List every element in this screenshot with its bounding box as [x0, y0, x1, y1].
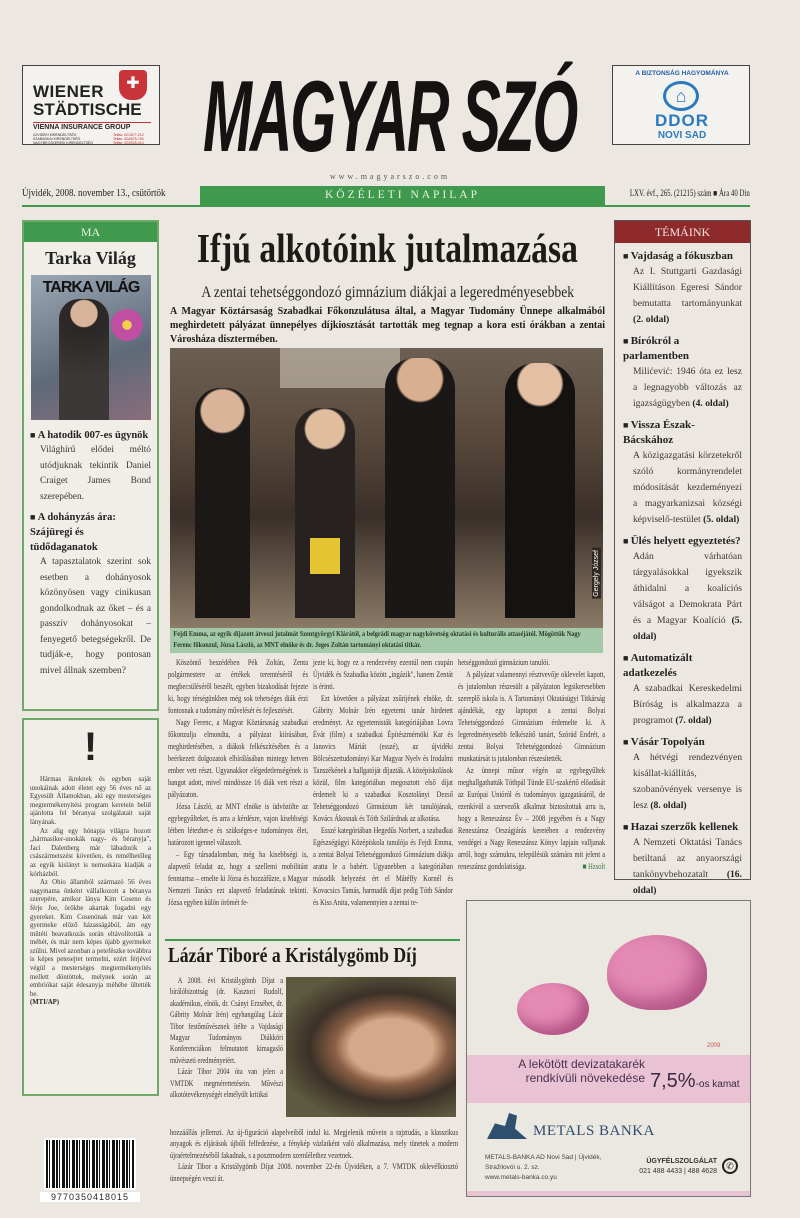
person-figure — [505, 363, 575, 618]
topic-text — [623, 364, 742, 412]
notice-paragraph: Hármas ikreknek és egyben saját unokáinak adott életet egy 56 éves nő az Egyesült Államokban, aki egy mesterséges megtermékenyítési program keretein belül ajánlotta fel béranyai szolgálatait saját lányának. — [30, 776, 151, 826]
topic-item[interactable] — [623, 534, 742, 645]
small-piggy-bank-image — [517, 983, 589, 1035]
main-photo[interactable] — [170, 348, 603, 628]
person-figure — [295, 408, 355, 618]
article-paragraph: Ezt követően a pályázat zsűrijének elnöke, dr. Gábrity Molnár Irén egyetemi tanár hirdetett eredményt. Az egyetemisták kategóriájában Lovra Évát (film) a szabadkai Építészmérnöki Kar és Janovics Máriát (esszé), az újvidéki Bölcsészettudományi Kar Magyar Nyelv és Irodalmi Tanszékének a hallgatóját díjazták. A középiskolások közül, film kategóriában megosztott első díjat érdemelt ki a szabadkai Kosztolányi Dezső Tehetséggondozó Gimnázium két tanulójának, Kovács Ákosnak és Tóth Szilárdnak az alkotása. — [313, 694, 453, 823]
topic-text — [623, 681, 742, 729]
topic-summary: Az I. Stuttgarti Gazdasági Kiállításon Egeresi Sándor bemutatta tartományunkat — [633, 266, 742, 309]
article-paragraph: A pályázat valamennyi résztvevője oklevelet kapott, és jutalomban részesült a pályázaton legsikeresebben szereplő iskola is. A Tartományi Oktatásügyi Titkárság ajándékát, egy laptopot a zentai Bolyai Tehetséggondozó Gimnázium érdemelte ki. A legeredményesebb felkészítő tanárt, Szórád Endrét, a zentai Bolyai Tehetséggondozó Gimnázium munkatársát is jutalomban részesítették. — [458, 670, 606, 763]
article-paragraph: hetséggondozó gimnázium tanulói. — [458, 658, 550, 667]
topic-page-ref[interactable]: (2. oldal) — [633, 314, 670, 325]
tagline-band — [200, 186, 605, 205]
issue-date: Újvidék, 2008. november 13., csütörtök — [22, 188, 166, 199]
wiener-staedtische-ad[interactable] — [22, 65, 160, 145]
topic-summary: A hétvégi rendezvényen kisállat-kiállítás, szobanövények versenye is lesz — [633, 752, 742, 811]
news-notice-box — [22, 718, 159, 1096]
barcode-number: 9770350418015 — [40, 1192, 140, 1202]
left-item-text: A tapasztalatok szerint sok esetben a dohányosok közönyösen vagy cinikusan gondolkodnak az őket – és a passzív dohányosokat – fenyegető betegségekről. De tudják-e, hogy pontosan mivel állnak szemben? — [40, 557, 151, 676]
topic-summary: A közigazgatási körzetekről szóló kormányrendelet módosítását kezdeményezi a magyarkanizsai községi képviselő-testület — [633, 450, 742, 525]
topic-title[interactable]: ■ Automatizált adatkezelés — [623, 651, 742, 681]
lazar-tibor-photo — [286, 977, 456, 1117]
service-label: ÜGYFÉLSZOLGÁLAT — [646, 1158, 717, 1165]
topic-page-ref[interactable]: (5. oldal) — [703, 514, 740, 525]
ad-phone: Telfax: 023/525-414 — [113, 141, 144, 145]
article-byline: ■ Hzsolt — [582, 862, 606, 871]
topic-title[interactable]: ■ Hazai szerzők kellenek — [623, 820, 742, 835]
ad-line2: rendkívüli növekedése — [525, 1071, 645, 1085]
interest-suffix: -os kamat — [695, 1079, 740, 1090]
cover-person-image — [59, 299, 109, 420]
topic-page-ref[interactable]: (4. oldal) — [692, 398, 729, 409]
ad-office: NAGYBECSKEREKI KIRENDELTSÉG — [33, 141, 94, 145]
left-item-title[interactable]: ■ A hatodik 007-es ügynök — [30, 428, 151, 443]
notice-paragraph: Az alig egy hónapja világra hozott „hármasiker-unokák nagy- és béranyja", Jaci Dalenberg már lábadozik a császármetszést követően, és remélhetőleg az egyik kislányt is nemsokára kiadják a kórházból. — [30, 827, 151, 878]
topic-summary: Milićević: 1946 óta ez lesz a legnagyobb változás az igazságügyben — [633, 366, 742, 409]
topic-page-ref[interactable]: (8. oldal) — [650, 800, 687, 811]
main-headline[interactable]: Ifjú alkotóink jutalmazása — [196, 225, 579, 271]
ddor-brand: DDOR — [654, 111, 710, 130]
piggy-year: 2009 — [707, 1043, 721, 1049]
person-figure — [385, 358, 455, 618]
cover-title: TARKA VILÁG — [42, 279, 140, 296]
person-figure — [195, 388, 250, 618]
today-box[interactable] — [22, 220, 159, 711]
header-rule — [22, 205, 750, 207]
phone-icon: ✆ — [722, 1158, 738, 1174]
gift-bag — [310, 538, 340, 574]
bank-address: Stražilovói u. 2. sz. — [485, 1164, 540, 1171]
topic-text — [623, 448, 742, 528]
notice-paragraph: Az Ohio államból származó 56 éves nagymama önként vállalkozott a béranya szerepére, amikor lánya Kim Coseno és férje Joe, örökbe akartak fogadni egy gyereket. Kim Cosenónak már van két gyermeke előző házasságából, ám egy műtéti beavatkozás során eltávolították a méhét, és már nem képes újabb gyermeket szülni. Mivel azonban a petefészke továbbra is képes petesejtet termelni, ezért férjével végül a mesterséges megtermékenyítés mellett döntöttek, melynek során az embriókat saját édesanyja méhébe ültették be. — [30, 879, 151, 998]
topic-title[interactable]: ■ Vajdaság a fókuszban — [623, 249, 742, 264]
topic-title[interactable]: ■ Vissza Észak-Bácskához — [623, 418, 742, 448]
topic-page-ref[interactable]: (5. oldal) — [633, 615, 742, 642]
masthead: MAGYAR SZÓ — [203, 59, 577, 173]
exclamation-icon: ! — [83, 725, 98, 769]
left-item-text: Világhírű elődei méltó utódjuknak tekintik Daniel Craiget James Bond szerepében. — [40, 445, 151, 502]
topic-item[interactable] — [623, 651, 742, 729]
topic-summary: A szabadkai Kereskedelmi Bíróság is alkalmazza a programot — [633, 683, 742, 726]
topic-item[interactable] — [623, 735, 742, 814]
topic-page-ref[interactable]: (16. oldal) — [633, 869, 742, 896]
cover-flower-image — [111, 309, 143, 341]
photo-credit: Gergely József — [593, 550, 600, 597]
ad-phone: Telfax: 024/675-760 — [113, 137, 144, 141]
article-column-2 — [313, 657, 453, 909]
website-url: www.magyarszo.com — [329, 172, 451, 181]
topic-text — [623, 264, 742, 328]
service-phones: 021 488 4433 | 488 4628 — [639, 1168, 717, 1175]
topic-summary: A Nemzeti Oktatási Tanács betiltaná az anyaországi tankönyvbehozatalt — [633, 837, 742, 880]
left-item-title[interactable]: ■ A dohányzás ára: Szájüregi és tüdődaganatok — [30, 510, 151, 555]
article-paragraph: Az ünnepi műsor végén az egybegyűltek meghallgathatták Tóthpál Tünde EU-szakértő előadását az Európai Unióról és tudományos igazgatásáról, de ezenkívül a szervezők alkalmat biztosítottak arra is, hogy a Reneszánsz Év – 2008 jegyében és a Nagy Reneszánsz Országjárás keretében a rendezvény vendégei a Nagy Reneszánsz Könyv lapjain valljanak arról, hogy számukra, településük számára mit jelent a reneszánsz gondolatisága. — [458, 766, 606, 871]
magazine-cover[interactable] — [31, 275, 151, 420]
tarka-vilag-title: Tarka Világ — [45, 248, 136, 268]
metals-banka-ad[interactable] — [466, 900, 751, 1197]
second-paragraph: Lázár Tibor a Kristálygömb Díjat 2008. november 22-én Újvidéken, a 7. VMTDK oklevélkiosztó ünnepségén veszi át. — [170, 1162, 458, 1183]
second-headline[interactable]: Lázár Tiboré a Kristálygömb Díj — [168, 943, 417, 967]
metals-banka-logo-icon — [487, 1113, 527, 1139]
topic-item[interactable] — [623, 820, 742, 899]
article-paragraph: Köszöntő beszédében Pék Zoltán, Zenta polgármestere az értékek teremtéséről és megbecsüléséről beszélt, egyben bizakodását fejezte ki, hogy térségünkben még sok tehetséges diák érzi fontosnak a tudomány művelését és fejlesztését. — [168, 658, 308, 715]
second-paragraph: Lázár Tibor 2004 óta van jelen a VMTDK megmérettetésein. Művészi alkotótevékenységét elmélyült kritikai — [170, 1067, 284, 1100]
bank-website[interactable]: www.metals-banka.co.yu — [485, 1174, 557, 1181]
interest-rate: 7,5% — [650, 1070, 696, 1092]
ad-office: ÚJVIDÉKI KIRENDELTSÉG — [33, 133, 77, 137]
topic-item[interactable] — [623, 249, 742, 328]
topic-title[interactable]: ■ Vásár Topolyán — [623, 735, 742, 750]
article-paragraph: Nagy Ferenc, a Magyar Köztársaság szabadkai főkonzulja elmondta, a pályázat kiírásában, meghirdetésében, a diákok felkészítésében és a beérkezett dolgozatok elbírálásában mintegy hetven ember vett részt. Ugyanakkor elégedetlenségének is hangot adott, mivel mindössze 16 diák vett részt a pályázaton. — [168, 718, 308, 799]
topic-text — [623, 835, 742, 899]
bank-company: METALS-BANKA AD Novi Sad | Újvidék, — [485, 1154, 602, 1161]
issue-info: LXV. évf., 265. (21215) szám ■ Ára 40 Din — [630, 188, 750, 198]
second-paragraph: A 2008. évi Kristálygömb Díjat a bírálóbizottság (dr. Kasztori Rudolf, akadémikus, elnök, dr. Csányi Erzsébet, dr. Gábrity Molnár Irén) egyhangúlag Lázár Tibor festőművésznek ítélte a Vajdasági Magyar Tudományos Diákköri Konferenciákon felmutatott kimagasló művészeti eredményeiért. — [170, 976, 284, 1065]
topic-page-ref[interactable]: (7. oldal) — [675, 715, 712, 726]
barcode — [44, 1138, 136, 1190]
main-subheadline: A zentai tehetséggondozó gimnázium diákjai a legeredményesebbek — [201, 284, 574, 301]
topic-title[interactable]: ■ Ülés helyett egyeztetés? — [623, 534, 742, 549]
ad-office: SZABADKAI KIRENDELTSÉG — [33, 137, 81, 141]
ad-line1: A lekötött devizatakarék — [518, 1057, 645, 1071]
topic-item[interactable] — [623, 334, 742, 412]
wiener-logo-icon: ✚ — [119, 70, 147, 100]
topics-header: TÉMÁINK — [615, 221, 750, 243]
ddor-ad[interactable] — [612, 65, 750, 145]
main-lead: A Magyar Köztársaság Szabadkai Főkonzulátusa által, a Magyar Tudomány Ünnepe alkalmából meghirdetett pályázat ünnepélyes díjkiosztását tartották meg tegnap a kora esti órákban a zentai Városháza dísztermében. — [170, 306, 605, 345]
topic-item[interactable] — [623, 418, 742, 528]
ddor-logo-icon: ⌂ — [663, 81, 699, 111]
topic-title[interactable]: ■ Bírókról a parlamentben — [623, 334, 742, 364]
ad-phone: Telfax: 021/677-212 — [113, 133, 144, 137]
today-header: MA — [24, 222, 157, 242]
piggy-bank-image — [607, 935, 707, 1010]
tagline: KÖZÉLETI NAPILAP — [325, 189, 480, 201]
topic-text — [623, 750, 742, 814]
ddor-city: NOVI SAD — [657, 130, 707, 141]
photo-caption: Fejdi Emma, az egyik díjazott átveszi jutalmát Szentgyörgyi Klárától, a belgrádi magyar nagykövetség oktatási és kulturális attaséjától. Mögöttük Nagy Ferenc főkonzul, Józsa László, az MNT elnöke és dr. Jeges Zoltán tartományi oktatási titkár. — [173, 629, 581, 649]
topic-summary: Adán várhatóan tárgyalásokkal igyekszik áthidalni a koalíciós válságot a Demokrata Párt és a Magyar Koalíció — [633, 551, 742, 626]
notice-source: (MTI/AP) — [30, 999, 60, 1007]
topics-sidebar — [614, 220, 751, 896]
article-paragraph: – Egy társadalomban, még ha kisebbségi is, alapvető feladat az, hogy a szellemi mobilitást fenntartsa – emelte ki Józsa és hozzáfűzte, a Magyar Nemzeti Tanács ezt alapvető feladatának tekinti. Józsa egyben külön örömét fe- — [168, 850, 308, 907]
topic-text — [623, 549, 742, 645]
article-column-1 — [168, 657, 308, 909]
ad-group: VIENNA INSURANCE GROUP — [33, 124, 131, 131]
article-paragraph: Józsa László, az MNT elnöke is üdvözölte az egybegyűlteket, és arra a kérdésre, vajon kisebbségi létben létezhet-e és szükséges-e tudományos élet, határozott igennel válaszolt. — [168, 802, 308, 847]
article-column-3 — [458, 657, 605, 873]
ad-brand-line2: STÄDTISCHE — [33, 100, 142, 119]
article-paragraph: jezte ki, hogy ez a rendezvény ezentúl nem csupán Újvidék és Szabadka között „ingázik", hanem Zentát is érinti. — [313, 658, 453, 691]
article-paragraph: Esszé kategóriában Hegedűs Norbert, a szabadkai Egészségügyi Középiskola tanulója és Fejdi Emma, a zentai Bolyai Tehetséggondozó Gimnázium diákja aratta le a babért. Ugyanebben a kategóriában második helyezést ért el Mátéffy Kornél és Kovacsics Tamás, harmadik díjat pedig Tóth Sándor és Kiss Anita, valamennyien a zentai te- — [313, 826, 453, 907]
ddor-ring-text: A BIZTONSÁG HAGYOMÁNYA — [635, 70, 729, 77]
ad-brand-line1: WIENER — [33, 82, 104, 101]
second-paragraph: hozzáállás jellemzi. Az új-figuráció alapelveiből indul ki. Megjelenik művein a rajztudás, a klasszikus anyagok és eljárások újbóli felfedezése, a fénykép vázlatként való alkalmazása, mely tünetek a modern újraértelmezéséből fakadnak, s a posztmodern szemlélethez vezetnek. — [170, 1128, 458, 1160]
bank-brand: METALS BANKA — [533, 1123, 655, 1139]
